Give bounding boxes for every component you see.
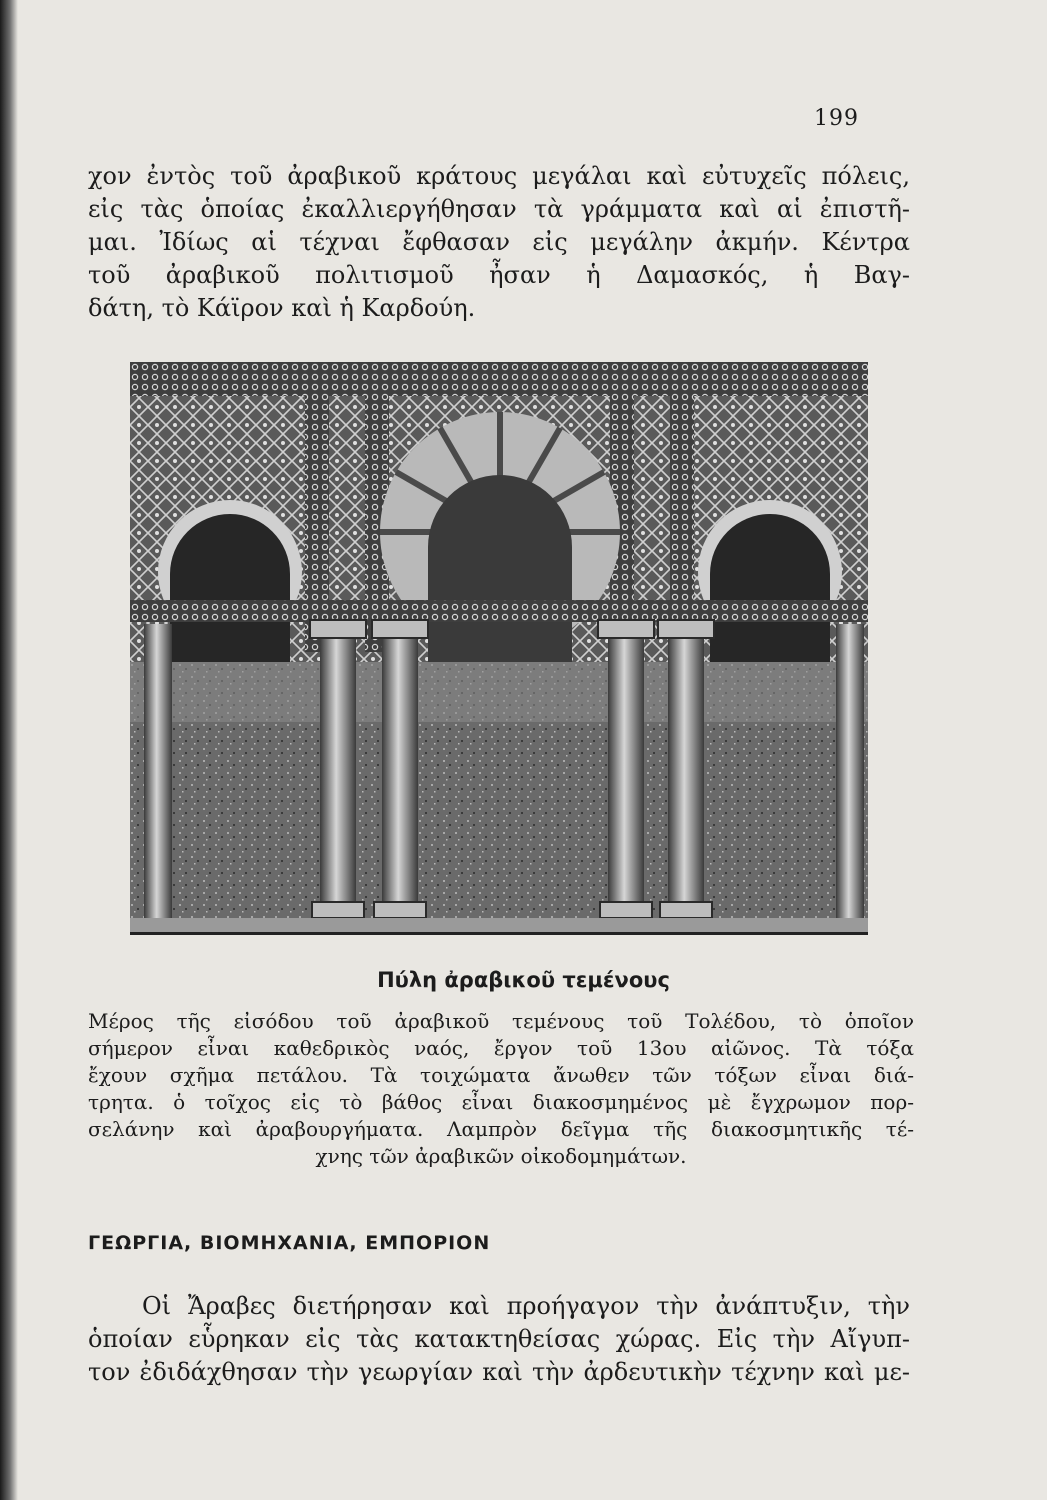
left-arch bbox=[158, 500, 302, 664]
illustration-svg bbox=[130, 362, 868, 932]
intro-paragraph bbox=[88, 160, 910, 325]
intro-line: εἰς τὰς ὁποίας ἐκαλλιεργήθησαν τὰ γράμματα καὶ αἱ ἐπιστῆ- bbox=[88, 195, 910, 223]
section-line: Οἱ Ἄραβες διετήρησαν καὶ προήγαγον τὴν ἀνάπτυξιν, τὴν bbox=[142, 1292, 910, 1320]
section-line: τον ἐδιδάχθησαν τὴν γεωργίαν καὶ τὴν ἀρδευτικὴν τέχνην καὶ με- bbox=[88, 1358, 910, 1386]
caption-line: ἔχουν σχῆμα πετάλου. Τὰ τοιχώματα ἄνωθεν τῶν τόξων εἶναι διά- bbox=[88, 1063, 914, 1087]
right-arch bbox=[698, 500, 842, 664]
intro-line: τοῦ ἀραβικοῦ πολιτισμοῦ ἦσαν ἡ Δαμασκός, ἡ Βαγ- bbox=[88, 261, 910, 289]
section-heading: ΓΕΩΡΓΙΑ, ΒΙΟΜΗΧΑΝΙΑ, ΕΜΠΟΡΙΟΝ bbox=[88, 1232, 491, 1254]
mosque-gate-illustration bbox=[130, 362, 868, 935]
scan-edge-shadow bbox=[0, 0, 18, 1500]
page-number: 199 bbox=[814, 106, 859, 131]
intro-line: δάτη, τὸ Κάϊρον καὶ ἡ Καρδούη. bbox=[88, 294, 476, 322]
caption-line: χνης τῶν ἀραβικῶν οἰκοδομημάτων. bbox=[315, 1144, 687, 1168]
caption-line: Μέρος τῆς εἰσόδου τοῦ ἀραβικοῦ τεμένους τοῦ Τολέδου, τὸ ὁποῖον bbox=[88, 1009, 914, 1033]
intro-line: χον ἐντὸς τοῦ ἀραβικοῦ κράτους μεγάλαι καὶ εὐτυχεῖς πόλεις, bbox=[88, 162, 910, 190]
caption-line: σελάνην καὶ ἀραβουργήματα. Λαμπρὸν δεῖγμα τῆς διακοσμητικῆς τέ- bbox=[88, 1117, 914, 1141]
section-paragraph bbox=[88, 1290, 910, 1389]
figure-caption bbox=[88, 1008, 914, 1170]
figure-caption-title: Πύλη ἀραβικοῦ τεμένους bbox=[377, 968, 670, 992]
section-line: ὁποίαν εὗρηκαν εἰς τὰς κατακτηθείσας χώρας. Εἰς τὴν Αἴγυπ- bbox=[88, 1325, 910, 1353]
caption-line: σήμερον εἶναι καθεδρικὸς ναός, ἔργον τοῦ 13ου αἰῶνος. Τὰ τόξα bbox=[88, 1036, 914, 1060]
intro-line: μαι. Ἰδίως αἱ τέχναι ἔφθασαν εἰς μεγάλην ἀκμήν. Κέντρα bbox=[88, 228, 910, 256]
caption-line: τρητα. ὁ τοῖχος εἰς τὸ βάθος εἶναι διακοσμημένος μὲ ἔγχρωμον πορ- bbox=[88, 1090, 914, 1114]
